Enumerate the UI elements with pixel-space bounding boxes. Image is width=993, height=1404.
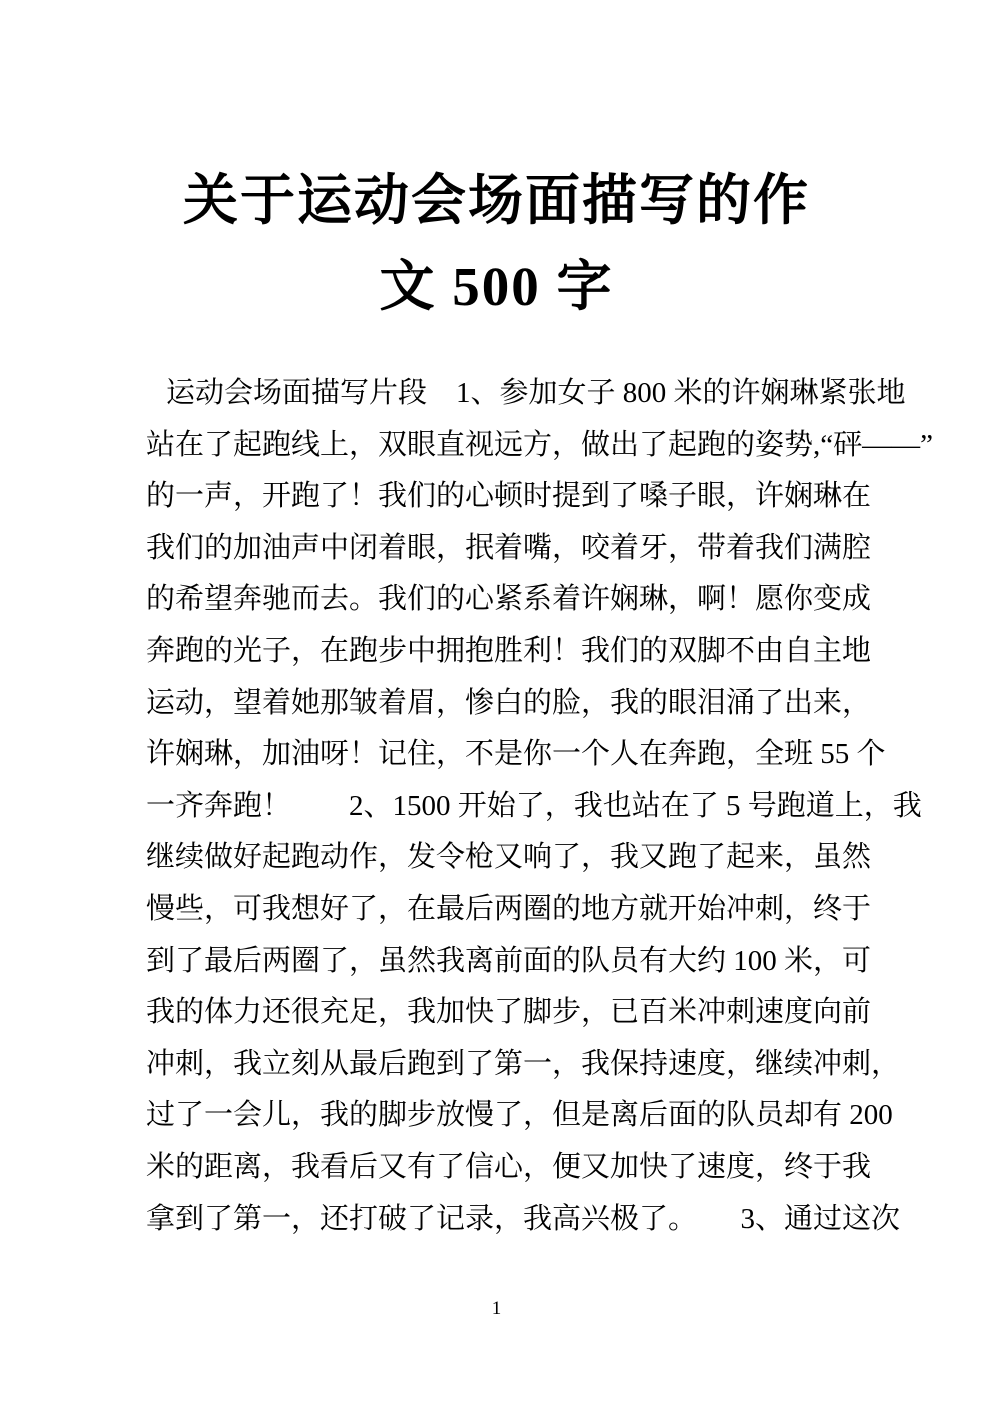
body-line: 继续做好起跑动作，发令枪又响了，我又跑了起来，虽然 bbox=[146, 841, 872, 874]
body-line: 米的距离，我看后又有了信心，便又加快了速度，终于我 bbox=[146, 1150, 872, 1183]
body-line: 慢些，可我想好了，在最后两圈的地方就开始冲刺，终于 bbox=[146, 892, 872, 925]
body-line: 运动，望着她那皱着眉，惨白的脸，我的眼泪涌了出来， bbox=[146, 686, 872, 719]
body-line: 冲刺，我立刻从最后跑到了第一，我保持速度，继续冲刺， bbox=[146, 1047, 901, 1080]
body-line: 的一声，开跑了！我们的心顿时提到了嗓子眼，许娴琳在 bbox=[146, 480, 872, 513]
body-line: 过了一会儿，我的脚步放慢了，但是离后面的队员却有 200 bbox=[146, 1099, 893, 1132]
document-body bbox=[0, 368, 993, 1245]
body-line: 到了最后两圈了，虽然我离前面的队员有大约 100 米，可 bbox=[146, 944, 872, 977]
body-line: 站在了起跑线上，双眼直视远方，做出了起跑的姿势,“砰——” bbox=[146, 428, 933, 461]
title-line-2: 文 500 字 bbox=[379, 256, 614, 317]
body-line: 我们的加油声中闭着眼，抿着嘴，咬着牙，带着我们满腔 bbox=[146, 531, 872, 564]
page-number: 1 bbox=[491, 1298, 502, 1319]
title-line-1: 关于运动会场面描写的作 bbox=[182, 170, 810, 231]
body-line: 运动会场面描写片段 1、参加女子 800 米的许娴琳紧张地 bbox=[166, 377, 906, 409]
body-line: 奔跑的光子，在跑步中拥抱胜利！我们的双脚不由自主地 bbox=[146, 634, 872, 667]
body-line: 我的体力还很充足，我加快了脚步，已百米冲刺速度向前 bbox=[146, 996, 872, 1029]
document-title bbox=[0, 158, 993, 330]
body-line: 许娴琳，加油呀！记住，不是你一个人在奔跑，全班 55 个 bbox=[146, 738, 886, 771]
body-line: 的希望奔驰而去。我们的心紧系着许娴琳，啊！愿你变成 bbox=[146, 583, 872, 616]
body-line: 拿到了第一，还打破了记录，我高兴极了。 3、通过这次 bbox=[146, 1202, 901, 1235]
body-line: 一齐奔跑！ 2、1500 开始了，我也站在了 5 号跑道上，我 bbox=[146, 789, 922, 822]
